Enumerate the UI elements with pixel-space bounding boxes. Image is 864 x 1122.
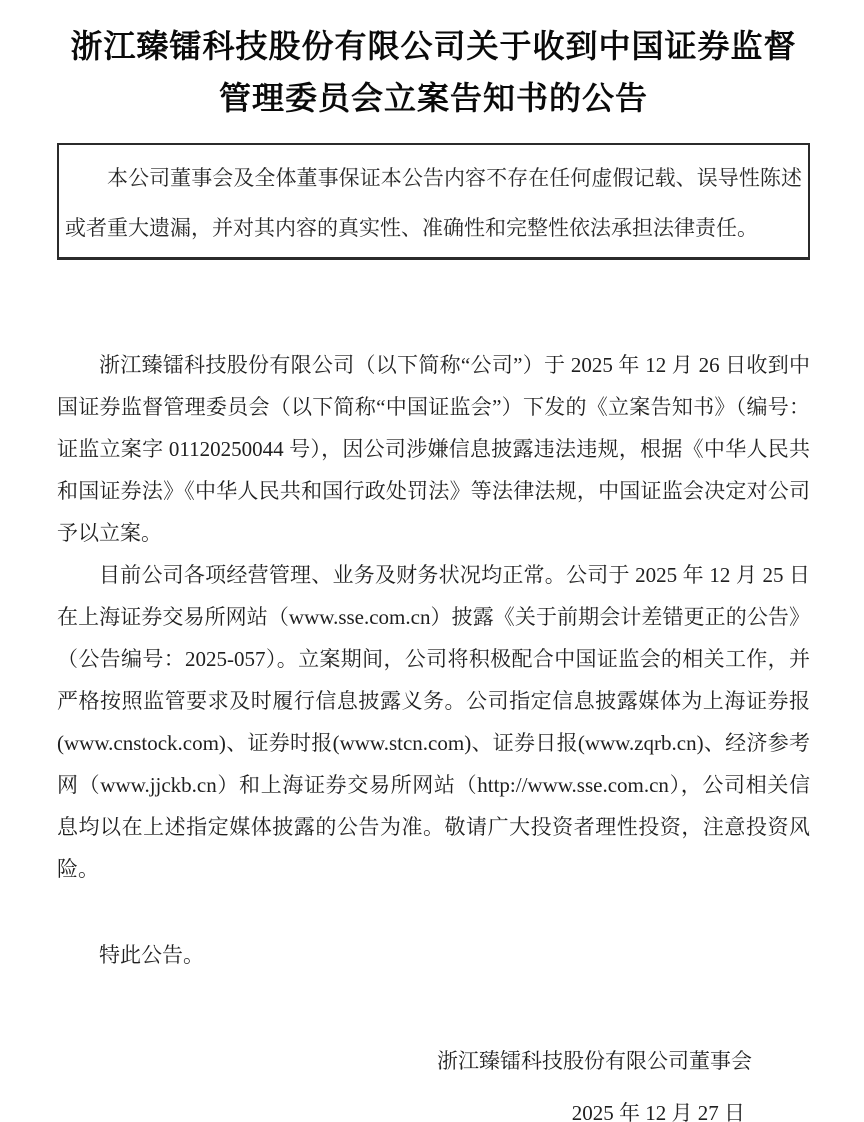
- paragraph-operations-status: 目前公司各项经营管理、业务及财务状况均正常。公司于 2025 年 12 月 25 日在上海证券交易所网站（www.sse.com.cn）披露《关于前期会计差错更正的公告》（公告编号：2025-057）。立案期间，公司将积极配合中国证监会的相关工作，并严格按照监管要求及时履行信息披露义务。公司指定信息披露媒体为上海证券报(www.cnstock.com)、证券时报(www.stcn.com)、证券日报(www.zqrb.cn)、经济参考网（www.jjckb.cn）和上海证券交易所网站（http://www.sse.com.cn），公司相关信息均以在上述指定媒体披露的公告为准。敬请广大投资者理性投资，注意投资风险。: [57, 563, 810, 881]
- disclaimer-box: [57, 143, 810, 260]
- signature-date: 2025 年 12 月 27 日: [571, 1101, 745, 1122]
- signature-block: [57, 1040, 810, 1122]
- document-body: [57, 344, 810, 976]
- closing-statement: 特此公告。: [99, 943, 204, 967]
- title-line-1: 浙江臻镭科技股份有限公司关于收到中国证券监督: [70, 28, 797, 64]
- paragraph-filing-notice: 浙江臻镭科技股份有限公司（以下简称“公司”）于 2025 年 12 月 26 日收到中国证券监督管理委员会（以下简称“中国证监会”）下发的《立案告知书》（编号：证监立案字 01120250044 号），因公司涉嫌信息披露违法违规，根据《中华人民共和国证券法》《中华人民共和国行政处罚法》等法律法规，中国证监会决定对公司予以立案。: [57, 353, 810, 545]
- signature-company: 浙江臻镭科技股份有限公司董事会: [437, 1049, 752, 1073]
- title-line-2: 管理委员会立案告知书的公告: [218, 80, 648, 116]
- document-title: [57, 20, 810, 124]
- disclaimer-text: 本公司董事会及全体董事保证本公告内容不存在任何虚假记载、误导性陈述或者重大遗漏，并对其内容的真实性、准确性和完整性依法承担法律责任。: [65, 166, 802, 240]
